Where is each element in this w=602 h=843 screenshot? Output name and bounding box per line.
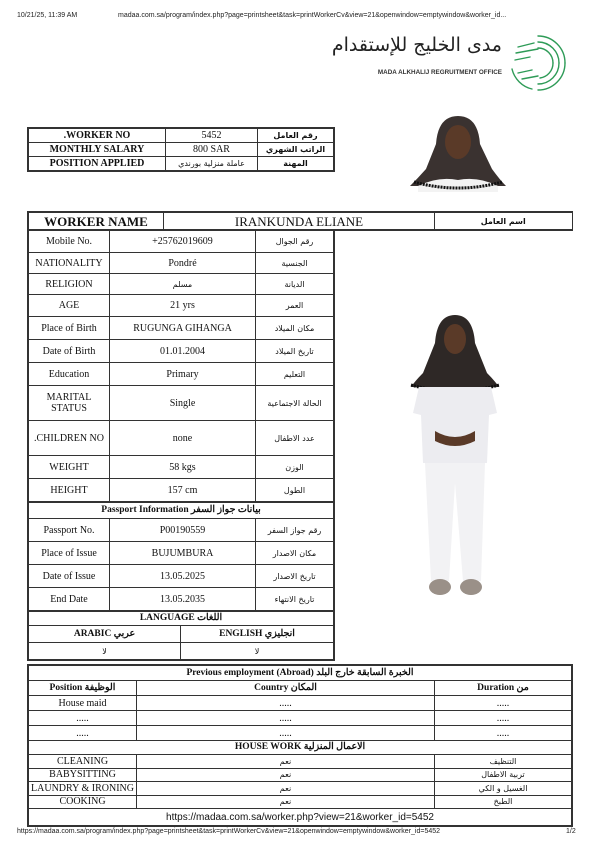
logo-english-text: MADA ALKHALIJ REGRUITMENT OFFICE [377, 69, 502, 76]
detail-label: AGE [29, 295, 110, 317]
table-row [29, 231, 334, 253]
print-footer-url: https://madaa.com.sa/program/index.php?page=printsheet&task=printWorkerCv&view=21&openwindow=emptywindow&worker_id=5452 [17, 828, 441, 835]
detail-value: مسلم [110, 274, 256, 295]
employment-position: House maid [29, 696, 137, 711]
language-arabic-label: ARABIC عربي [29, 626, 181, 643]
language-english-value: لا [181, 643, 334, 660]
employment-country: ..... [137, 696, 435, 711]
house-work-value: نعم [137, 768, 435, 782]
passport-table [28, 502, 334, 611]
logo-arabic-text: مدى الخليج للإستقدام [331, 34, 502, 56]
table-row [29, 129, 334, 143]
summary-table [28, 128, 334, 171]
house-work-arabic-label: تربية الاطفال [435, 768, 572, 782]
table-row [29, 317, 334, 340]
summary-value: 5452 [166, 129, 258, 143]
header-position: Position الوظيفة [29, 681, 137, 696]
employment-position: ..... [29, 711, 137, 726]
worker-name-arabic: اسم العامل [435, 213, 572, 230]
language-table [28, 611, 334, 660]
detail-label: Mobile No. [29, 231, 110, 253]
detail-value: RUGUNGA GIHANGA [110, 317, 256, 340]
worker-name-table [28, 212, 572, 230]
table-row [29, 340, 334, 363]
header-country: Country المكان [137, 681, 435, 696]
table-row [29, 795, 572, 809]
print-url: madaa.com.sa/program/index.php?page=printsheet&task=printWorkerCv&view=21&openwindow=emptywindow&worker_id... [118, 12, 507, 19]
worker-link[interactable]: https://madaa.com.sa/worker.php?view=21&worker_id=5452 [29, 809, 572, 826]
detail-arabic-label: الحالة الاجتماعية [256, 386, 334, 421]
house-work-arabic-label: الغسيل و الكي [435, 782, 572, 796]
detail-arabic-label: عدد الاطفال [256, 421, 334, 456]
house-work-value: نعم [137, 782, 435, 796]
cv-body [28, 212, 571, 826]
house-work-label: CLEANING [29, 755, 137, 769]
logo-emblem-icon [508, 33, 568, 93]
detail-value: 01.01.2004 [110, 340, 256, 363]
summary-label: .WORKER NO [29, 129, 166, 143]
table-row [29, 479, 334, 502]
house-work-label: LAUNDRY & IRONING [29, 782, 137, 796]
previous-employment-table [28, 665, 572, 826]
detail-value: none [110, 421, 256, 456]
detail-arabic-label: التعليم [256, 363, 334, 386]
table-row [29, 519, 334, 542]
table-row [29, 421, 334, 456]
language-english-label: ENGLISH انجليزي [181, 626, 334, 643]
table-row [29, 768, 572, 782]
detail-arabic-label: رقم الجوال [256, 231, 334, 253]
table-row [29, 386, 334, 421]
worker-name-label: WORKER NAME [29, 213, 164, 230]
table-row [29, 696, 572, 711]
detail-label: .CHILDREN NO [29, 421, 110, 456]
house-work-value: نعم [137, 795, 435, 809]
detail-arabic-label: الجنسية [256, 253, 334, 274]
detail-label: Place of Birth [29, 317, 110, 340]
detail-label: Date of Birth [29, 340, 110, 363]
table-row [29, 565, 334, 588]
table-row [29, 588, 334, 611]
detail-value: Primary [110, 363, 256, 386]
detail-value: 58 kgs [110, 456, 256, 479]
summary-arabic-label: رقم العامل [258, 129, 334, 143]
summary-value: عاملة منزلية بورندي [166, 157, 258, 171]
table-row [29, 726, 572, 741]
employment-duration: ..... [435, 696, 572, 711]
employment-position: ..... [29, 726, 137, 741]
table-row [29, 253, 334, 274]
passport-label: Date of Issue [29, 565, 110, 588]
passport-label: Passport No. [29, 519, 110, 542]
passport-value: P00190559 [110, 519, 256, 542]
passport-label: Place of Issue [29, 542, 110, 565]
detail-value: 21 yrs [110, 295, 256, 317]
summary-arabic-label: الراتب الشهري [258, 143, 334, 157]
worker-portrait-photo [408, 114, 508, 192]
house-work-title: HOUSE WORK الاعمال المنزلية [29, 741, 572, 755]
table-row [29, 755, 572, 769]
summary-value: 800 SAR [166, 143, 258, 157]
passport-arabic-label: رقم جواز السفر [256, 519, 334, 542]
detail-arabic-label: العمر [256, 295, 334, 317]
detail-label: WEIGHT [29, 456, 110, 479]
passport-title: Passport Information بيانات جواز السفر [29, 503, 334, 519]
table-row [29, 711, 572, 726]
table-row [29, 363, 334, 386]
table-row [29, 143, 334, 157]
print-datetime: 10/21/25, 11:39 AM [17, 12, 78, 19]
summary-label: POSITION APPLIED [29, 157, 166, 171]
employment-country: ..... [137, 711, 435, 726]
table-row [29, 274, 334, 295]
house-work-value: نعم [137, 755, 435, 769]
language-arabic-value: لا [29, 643, 181, 660]
passport-arabic-label: تاريخ الانتهاء [256, 588, 334, 611]
table-row [29, 295, 334, 317]
worker-name-value: IRANKUNDA ELIANE [164, 213, 435, 230]
employment-duration: ..... [435, 726, 572, 741]
detail-label: HEIGHT [29, 479, 110, 502]
summary-label: MONTHLY SALARY [29, 143, 166, 157]
table-row [29, 542, 334, 565]
detail-arabic-label: الديانة [256, 274, 334, 295]
detail-label: Education [29, 363, 110, 386]
passport-arabic-label: تاريخ الاصدار [256, 565, 334, 588]
details-table [28, 230, 334, 502]
summary-arabic-label: المهنة [258, 157, 334, 171]
house-work-arabic-label: التنظيف [435, 755, 572, 769]
detail-label: RELIGION [29, 274, 110, 295]
employment-country: ..... [137, 726, 435, 741]
table-row [29, 782, 572, 796]
detail-arabic-label: الطول [256, 479, 334, 502]
house-work-label: COOKING [29, 795, 137, 809]
page-number: 1/2 [566, 828, 576, 835]
detail-arabic-label: تاريخ الميلاد [256, 340, 334, 363]
detail-value: Single [110, 386, 256, 421]
passport-value: 13.05.2025 [110, 565, 256, 588]
passport-value: 13.05.2035 [110, 588, 256, 611]
detail-value: +25762019609 [110, 231, 256, 253]
detail-arabic-label: مكان الميلاد [256, 317, 334, 340]
detail-value: Pondré [110, 253, 256, 274]
header-duration: Duration من [435, 681, 572, 696]
table-row [29, 456, 334, 479]
detail-value: 157 cm [110, 479, 256, 502]
employment-duration: ..... [435, 711, 572, 726]
passport-arabic-label: مكان الاصدار [256, 542, 334, 565]
house-work-label: BABYSITTING [29, 768, 137, 782]
passport-value: BUJUMBURA [110, 542, 256, 565]
table-row [29, 157, 334, 171]
detail-label: MARITAL STATUS [29, 386, 110, 421]
passport-label: End Date [29, 588, 110, 611]
previous-employment-title: Previous employment (Abroad) الخبرة السابقة خارج البلد [29, 666, 572, 681]
detail-arabic-label: الوزن [256, 456, 334, 479]
language-title: LANGUAGE اللغات [29, 612, 334, 626]
detail-label: NATIONALITY [29, 253, 110, 274]
house-work-arabic-label: الطبخ [435, 795, 572, 809]
